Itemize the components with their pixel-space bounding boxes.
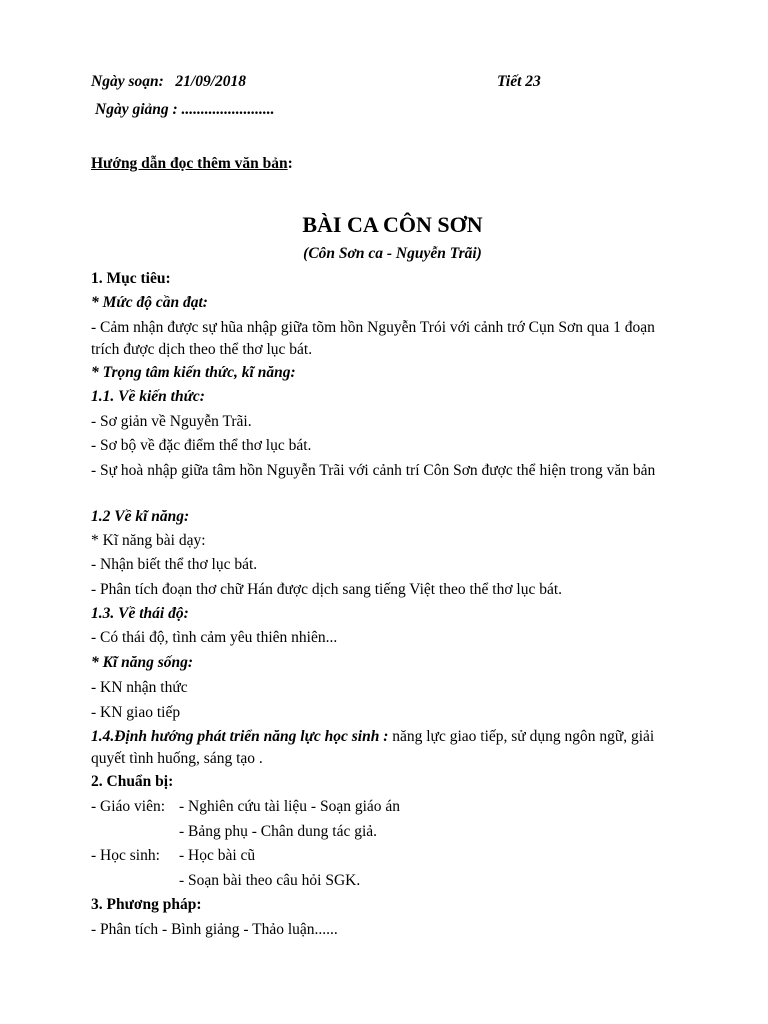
document-subtitle: (Côn Sơn ca - Nguyễn Trãi) xyxy=(303,245,482,262)
document-title: BÀI CA CÔN SƠN xyxy=(302,212,483,237)
skills-heading: 1.2 Về kĩ năng: xyxy=(91,508,190,525)
level-text: - Cảm nhận được sự hũa nhập giữa tõm hồn Nguyễn Trói với cảnh trớ Cụn Sơn qua 1 đoạn trích được dịch theo thể thơ lục bát. xyxy=(91,319,655,358)
student-item-2: - Soạn bài theo câu hỏi SGK. xyxy=(179,872,361,889)
orientation-paragraph xyxy=(91,726,681,770)
date-prepared-label: Ngày soạn: xyxy=(91,73,164,90)
student-item-1: - Học bài cũ xyxy=(179,847,256,864)
student-label: - Học sinh: xyxy=(91,847,160,864)
date-taught: Ngày giảng : ........................ xyxy=(95,101,275,118)
life-skills-item-1: - KN nhận thức xyxy=(91,679,188,696)
attitude-heading: 1.3. Về thái độ: xyxy=(91,605,189,622)
teacher-item-1: - Nghiên cứu tài liệu - Soạn giáo án xyxy=(179,798,401,815)
method-item-1: - Phân tích - Bình giảng - Thảo luận...... xyxy=(91,921,338,938)
knowledge-item-2: - Sơ bộ về đặc điểm thể thơ lục bát. xyxy=(91,437,312,454)
level-heading: * Mức độ cần đạt: xyxy=(91,294,208,311)
knowledge-heading: 1.1. Về kiến thức: xyxy=(91,388,205,405)
section-1-heading: 1. Mục tiêu: xyxy=(91,270,171,287)
skills-item-1: - Nhận biết thể thơ lục bát. xyxy=(91,556,258,573)
teacher-label: - Giáo viên: xyxy=(91,798,166,815)
orientation-heading: 1.4.Định hướng phát triển năng lực học sinh : xyxy=(91,728,389,745)
knowledge-item-1: - Sơ giản về Nguyễn Trãi. xyxy=(91,413,252,430)
lesson-number: Tiết 23 xyxy=(497,73,541,90)
life-skills-item-2: - KN giao tiếp xyxy=(91,704,181,721)
focus-heading: * Trọng tâm kiến thức, kĩ năng: xyxy=(91,364,296,381)
section-2-heading: 2. Chuẩn bị: xyxy=(91,773,174,790)
date-prepared-value: 21/09/2018 xyxy=(175,73,247,90)
guide-heading-colon: : xyxy=(287,155,293,172)
teacher-item-2: - Bảng phụ - Chân dung tác giả. xyxy=(179,823,378,840)
attitude-item-1: - Có thái độ, tình cảm yêu thiên nhiên... xyxy=(91,629,338,646)
skills-item-2: - Phân tích đoạn thơ chữ Hán được dịch sang tiếng Việt theo thể thơ lục bát. xyxy=(91,581,563,598)
knowledge-item-3: - Sự hoà nhập giữa tâm hồn Nguyễn Trãi với cảnh trí Côn Sơn được thể hiện trong văn bản xyxy=(91,462,656,479)
orientation-text: năng lực giao tiếp, sử dụng ngôn ngữ, giải quyết tình huống, sáng tạo . xyxy=(91,728,655,767)
skills-subheading: * Kĩ năng bài dạy: xyxy=(91,532,206,549)
guide-heading-text: Hướng dẫn đọc thêm văn bản xyxy=(91,155,288,172)
guide-heading xyxy=(91,153,293,175)
life-skills-heading: * Kĩ năng sống: xyxy=(91,654,194,671)
date-prepared xyxy=(91,71,246,93)
section-3-heading: 3. Phương pháp: xyxy=(91,896,202,913)
